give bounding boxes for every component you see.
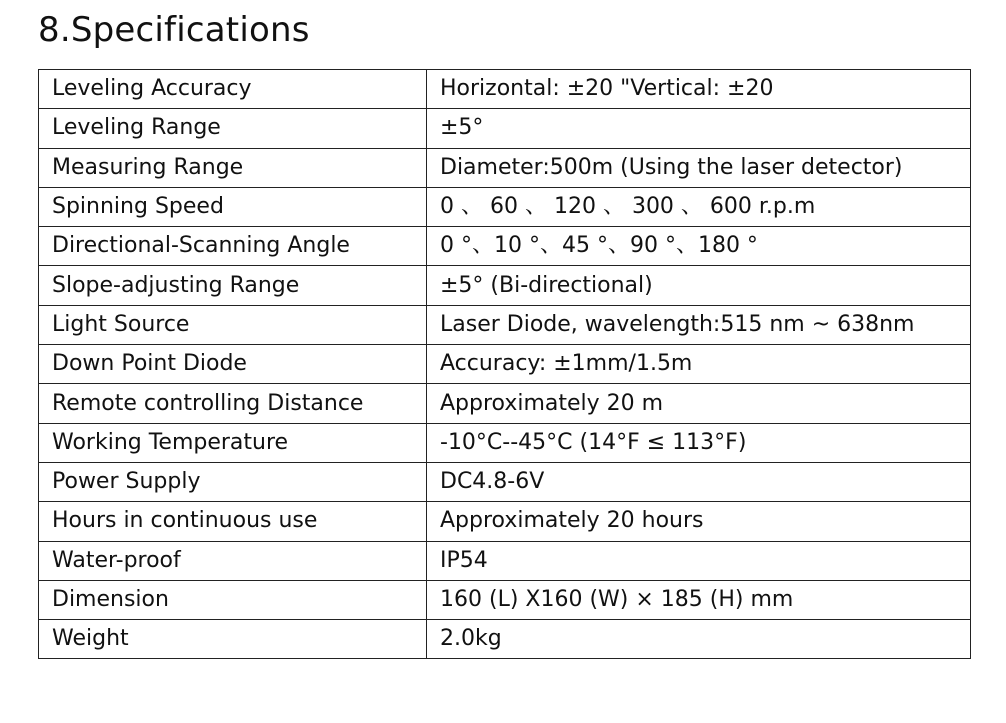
table-row [39,502,971,541]
spec-label: Down Point Diode [39,345,427,384]
table-row [39,620,971,659]
table-row [39,462,971,501]
spec-label: Dimension [39,580,427,619]
spec-label: Spinning Speed [39,187,427,226]
spec-value: ±5° [427,109,971,148]
table-row [39,70,971,109]
spec-value: 160 (L) X160 (W) × 185 (H) mm [427,580,971,619]
spec-value: ±5° (Bi-directional) [427,266,971,305]
spec-value: Diameter:500m (Using the laser detector) [427,148,971,187]
spec-value: DC4.8-6V [427,462,971,501]
spec-label: Leveling Accuracy [39,70,427,109]
table-row [39,541,971,580]
spec-label: Slope-adjusting Range [39,266,427,305]
spec-value: -10°C--45°C (14°F ≤ 113°F) [427,423,971,462]
table-row [39,227,971,266]
table-row [39,580,971,619]
spec-label: Working Temperature [39,423,427,462]
spec-label: Measuring Range [39,148,427,187]
table-row [39,187,971,226]
spec-label: Water-proof [39,541,427,580]
table-row [39,305,971,344]
spec-label: Leveling Range [39,109,427,148]
spec-value: 0 、 60 、 120 、 300 、 600 r.p.m [427,187,971,226]
table-row [39,109,971,148]
spec-value: 0 °、10 °、45 °、90 °、180 ° [427,227,971,266]
spec-value: Horizontal: ±20 "Vertical: ±20 [427,70,971,109]
spec-label: Hours in continuous use [39,502,427,541]
spec-label: Weight [39,620,427,659]
table-row [39,384,971,423]
spec-value: Accuracy: ±1mm/1.5m [427,345,971,384]
spec-value: 2.0kg [427,620,971,659]
spec-value: Approximately 20 m [427,384,971,423]
spec-label: Power Supply [39,462,427,501]
page-title: 8.Specifications [38,10,310,50]
spec-label: Directional-Scanning Angle [39,227,427,266]
spec-value: IP54 [427,541,971,580]
specifications-table [38,69,971,659]
spec-value: Approximately 20 hours [427,502,971,541]
table-row [39,148,971,187]
table-row [39,345,971,384]
spec-label: Remote controlling Distance [39,384,427,423]
table-row [39,423,971,462]
spec-value: Laser Diode, wavelength:515 nm ~ 638nm [427,305,971,344]
spec-label: Light Source [39,305,427,344]
table-row [39,266,971,305]
